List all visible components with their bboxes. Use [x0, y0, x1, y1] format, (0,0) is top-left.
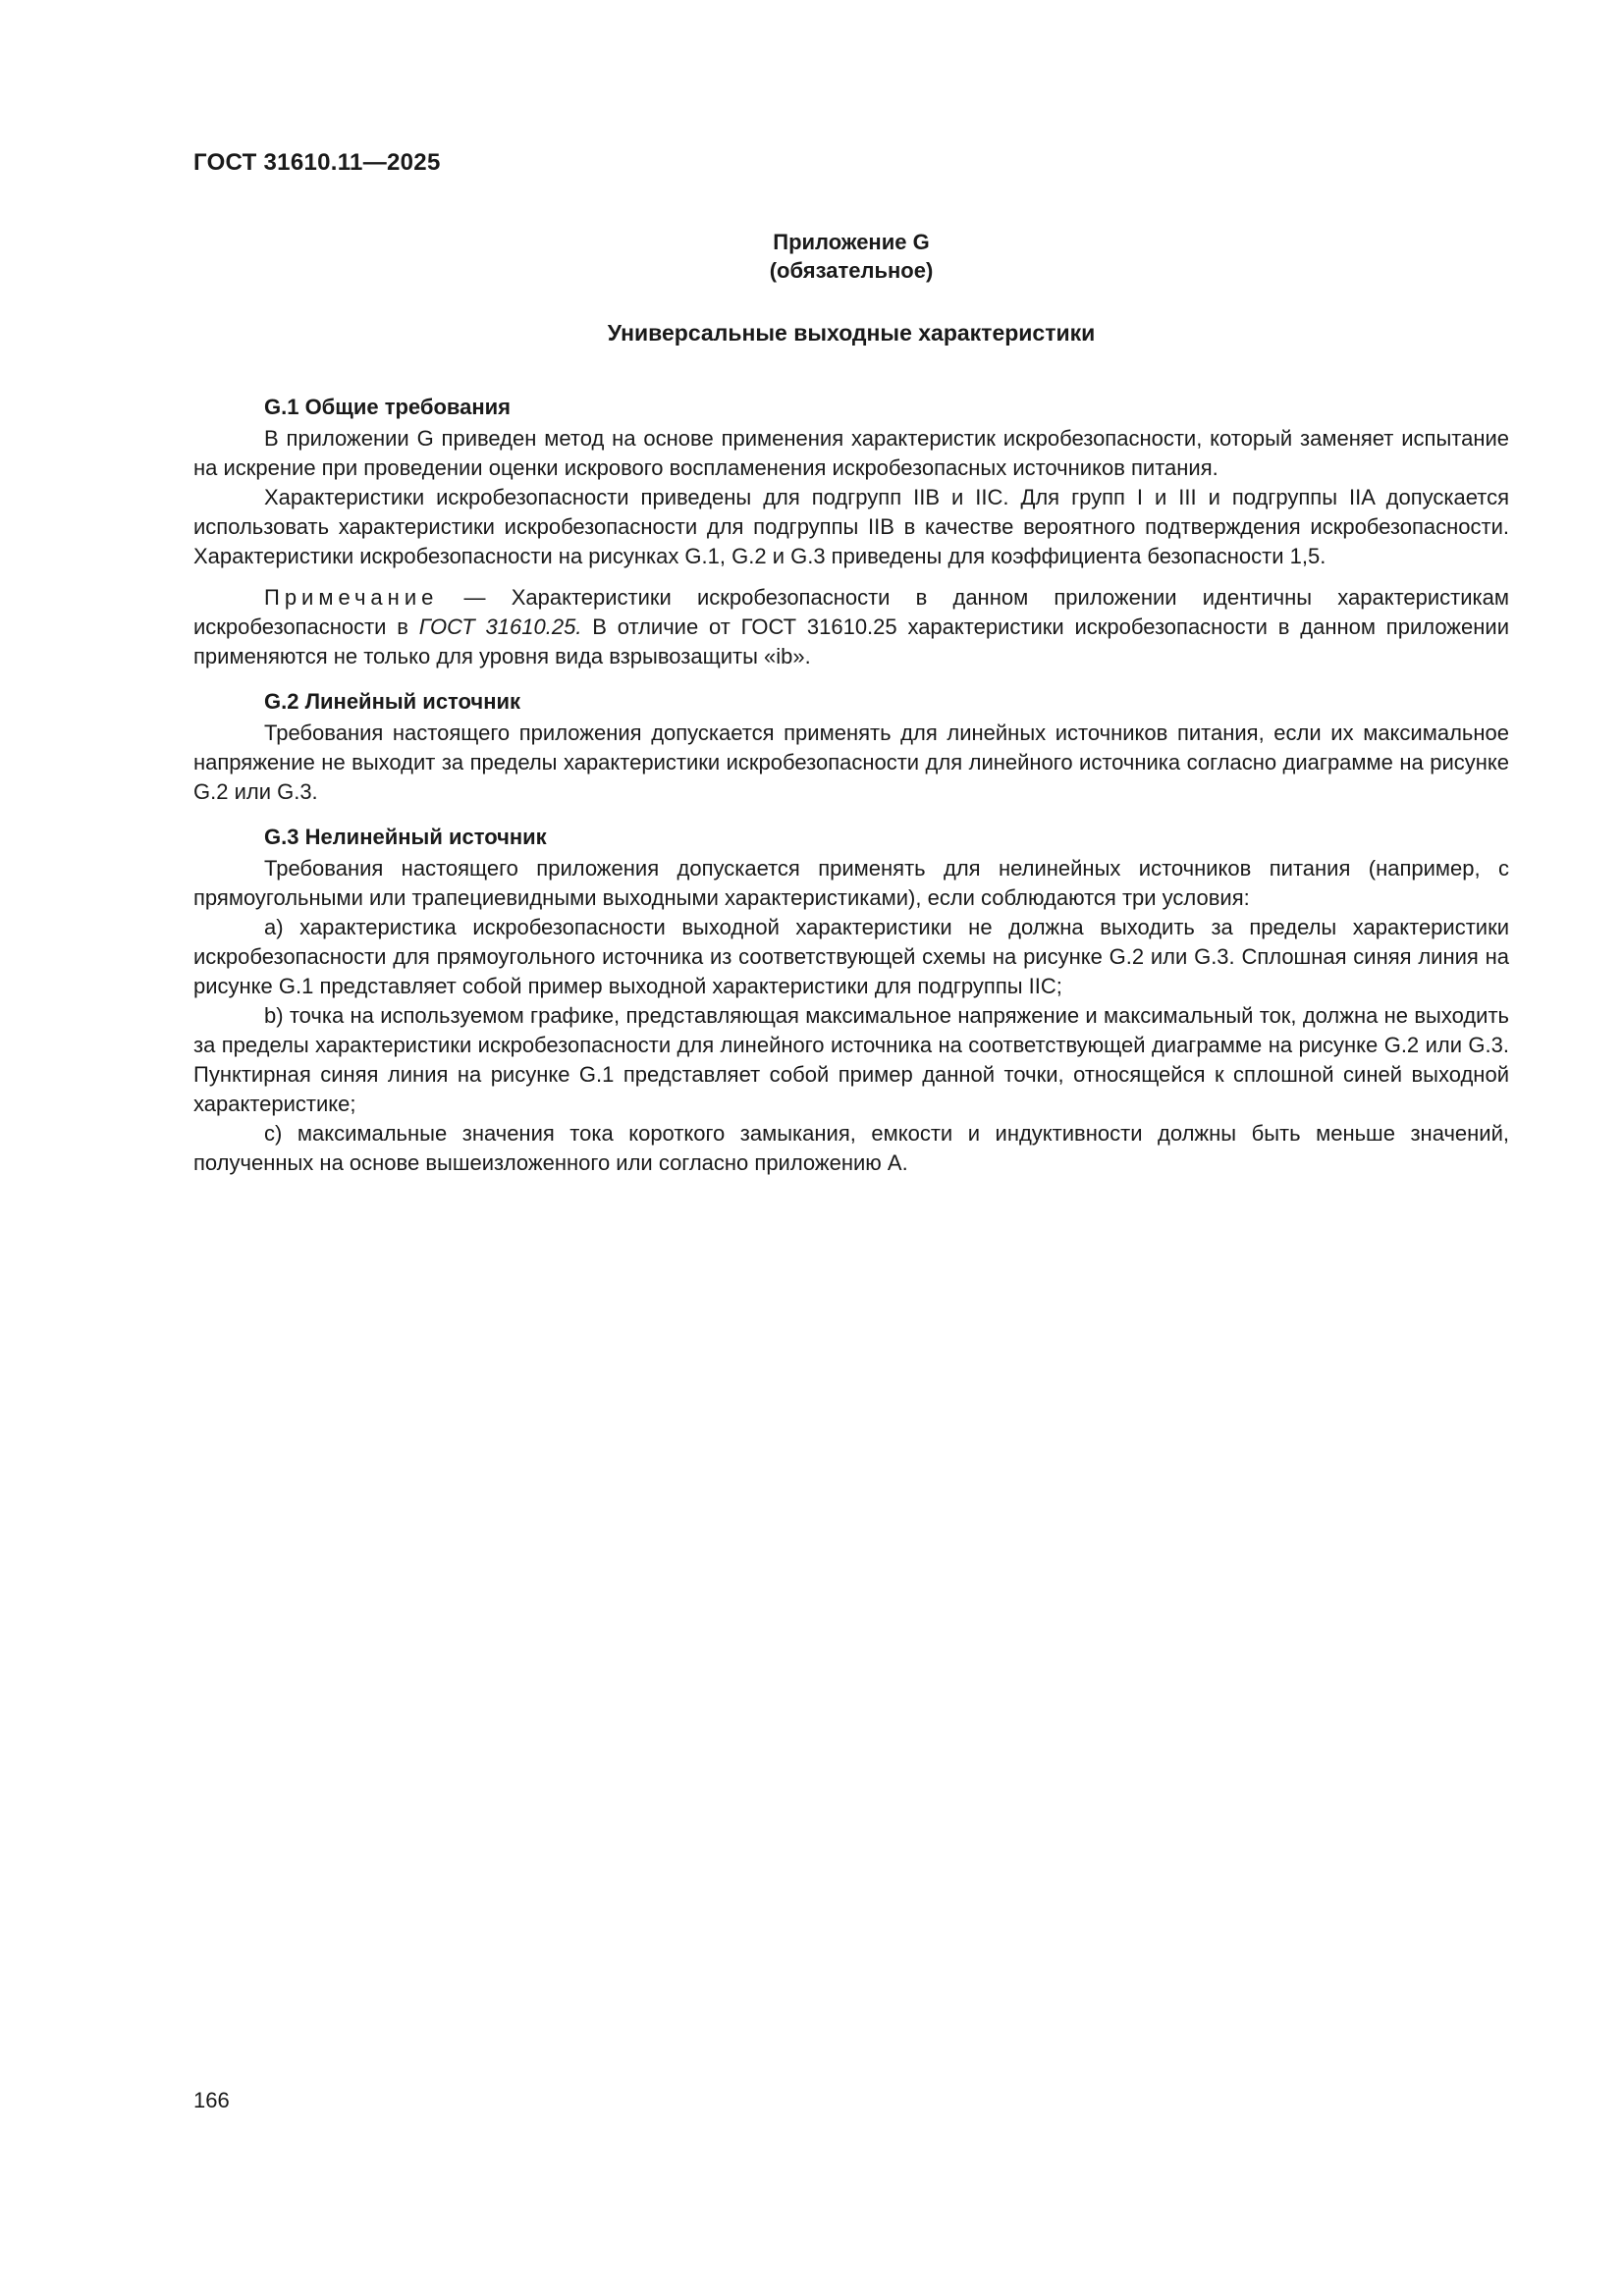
note-label: Примечание: [264, 585, 439, 610]
section-heading-g1: G.1 Общие требования: [264, 395, 512, 419]
paragraph-g1-2: Характеристики искробезопасности приведены для подгрупп IIB и IIC. Для групп I и III и подгруппы IIA допускается использовать характеристики искробезопасности для подгруппы IIB в качестве вероятного подтверждения искробезопасности. Характеристики искробезопасности на рисунках G.1, G.2 и G.3 приведены для коэффициента безопасности 1,5.: [193, 485, 1509, 568]
annex-number: Приложение G: [773, 230, 930, 254]
note-reference: ГОСТ 31610.25.: [418, 614, 582, 639]
annex-heading: [193, 228, 1509, 285]
section-heading-g3: G.3 Нелинейный источник: [264, 825, 547, 849]
paragraph-g3-1: Требования настоящего приложения допускается применять для нелинейных источников питания (например, с прямоугольными или трапециевидными выходными характеристиками), если соблюдаются три условия:: [193, 856, 1509, 910]
annex-title: Универсальные выходные характеристики: [607, 320, 1096, 346]
note-text-start: — Характеристики искробезопасности в данном приложении идентичны характеристикам искробезопасности в: [193, 585, 1509, 639]
note-text-end: В отличие от ГОСТ 31610.25 характеристики искробезопасности в данном приложении применяются не только для уровня вида взрывозащиты «ib».: [193, 614, 1509, 668]
list-item-b: b) точка на используемом графике, представляющая максимальное напряжение и максимальный ток, должна не выходить за пределы характеристики искробезопасности для линейного источника на соответствующей диаграмме на рисунке G.2 или G.3. Пунктирная синяя линия на рисунке G.1 представляет собой пример данной точки, относящейся к сплошной синей выходной характеристике;: [193, 1003, 1509, 1116]
page-number: 166: [193, 2088, 230, 2112]
annex-status: (обязательное): [769, 258, 934, 283]
document-body: [193, 393, 1509, 1178]
paragraph-g2-1: Требования настоящего приложения допускается применять для линейных источников питания, если их максимальное напряжение не выходит за пределы характеристики искробезопасности для линейного источника согласно диаграмме на рисунке G.2 или G.3.: [193, 721, 1509, 804]
list-item-c: c) максимальные значения тока короткого замыкания, емкости и индуктивности должны быть меньше значений, полученных на основе вышеизложенного или согласно приложению A.: [193, 1121, 1509, 1175]
note-paragraph: [193, 583, 1509, 671]
list-item-a: a) характеристика искробезопасности выходной характеристики не должна выходить за пределы характеристики искробезопасности для прямоугольного источника из соответствующей схемы на рисунке G.2 или G.3. Сплошная синяя линия на рисунке G.1 представляет собой пример выходной характеристики для подгруппы IIC;: [193, 915, 1509, 998]
document-code: ГОСТ 31610.11—2025: [193, 149, 441, 176]
paragraph-g1-1: В приложении G приведен метод на основе применения характеристик искробезопасности, который заменяет испытание на искрение при проведении оценки искрового воспламенения искробезопасных источников питания.: [193, 426, 1509, 480]
section-heading-g2: G.2 Линейный источник: [264, 689, 521, 714]
